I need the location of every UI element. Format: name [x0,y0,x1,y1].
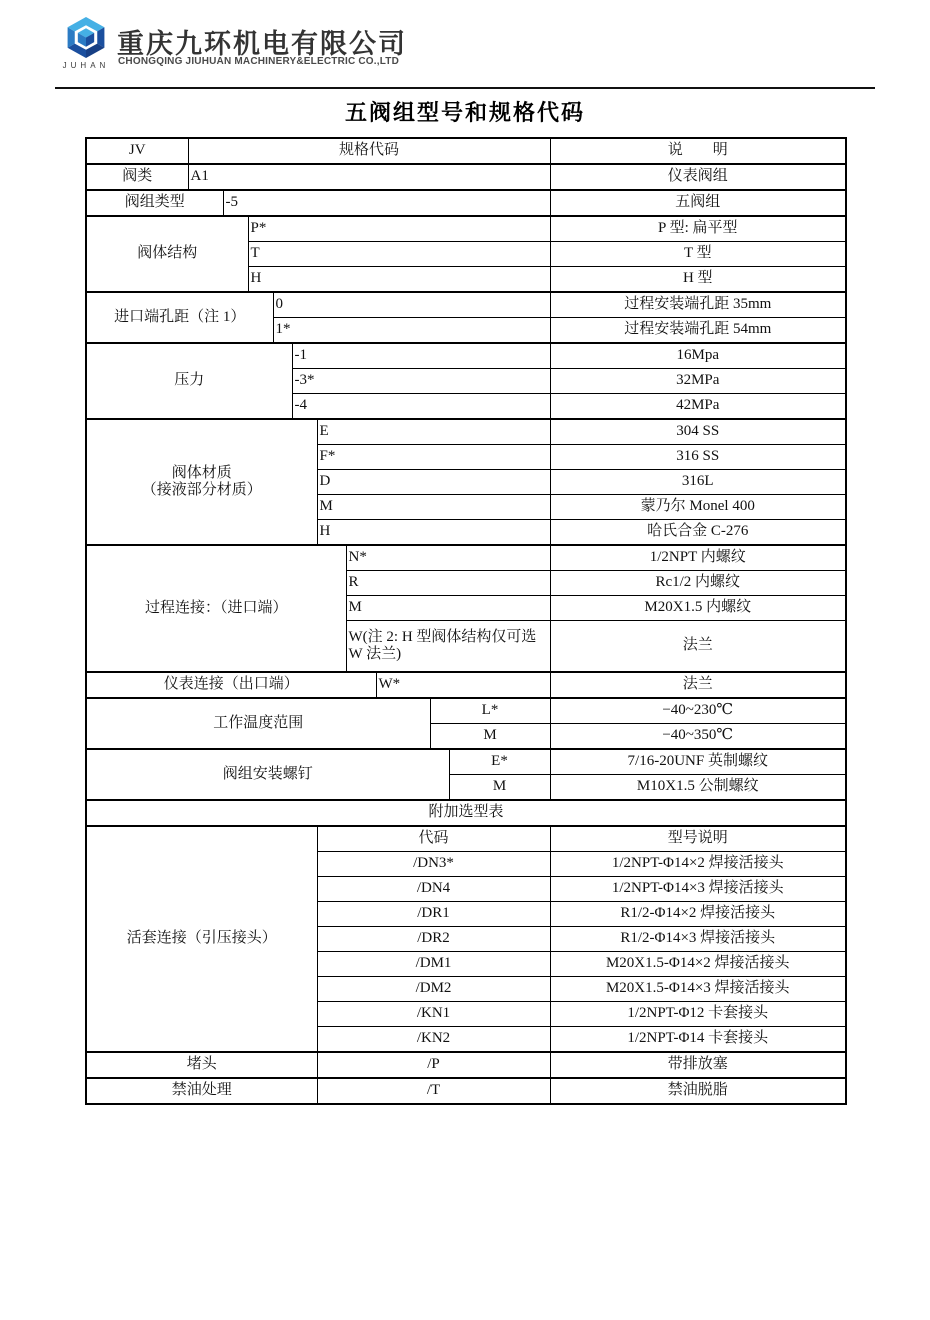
union-connection-desc-4: M20X1.5-Φ14×2 焊接活接头 [550,952,846,977]
oil-free-desc: 禁油脱脂 [550,1078,846,1104]
process-connection-label: 过程连接：（进口端） [86,545,346,672]
manifold-type-code: -5 [223,190,550,216]
union-connection-desc-1: 1/2NPT-Φ14×3 焊接活接头 [550,877,846,902]
plug-code: /P [317,1052,550,1078]
valve-class-label: 阀类 [86,164,188,190]
pressure-desc-0: 16Mpa [550,343,846,369]
union-connection-desc-2: R1/2-Φ14×2 焊接活接头 [550,902,846,927]
spec-table-container [85,137,847,1105]
body-structure-code-0: P* [248,216,550,242]
additional-title: 附加选型表 [86,800,846,826]
mounting-screws-code-1: M [449,775,550,801]
union-connection-code-0: /DN3* [317,852,550,877]
inlet-spacing-desc-1: 过程安装端孔距 54mm [550,318,846,344]
body-structure-desc-0: P 型: 扁平型 [550,216,846,242]
temp-range-code-1: M [430,724,550,750]
process-connection-code-1: R [346,571,550,596]
body-material-desc-4: 哈氏合金 C-276 [550,520,846,546]
oil-free-code: /T [317,1078,550,1104]
process-connection-desc-3: 法兰 [550,621,846,673]
row-instrument-connection [86,672,846,698]
spec-table [85,137,847,1105]
union-connection-code-6: /KN1 [317,1002,550,1027]
pressure-label: 压力 [86,343,292,419]
temp-range-desc-1: −40~350℃ [550,724,846,750]
inlet-spacing-code-0: 0 [273,292,550,318]
union-connection-label: 活套连接（引压接头） [86,826,317,1052]
table-header-row [86,138,846,164]
valve-class-code: A1 [188,164,550,190]
row-plug [86,1052,846,1078]
instrument-connection-desc: 法兰 [550,672,846,698]
union-connection-code-3: /DR2 [317,927,550,952]
plug-desc: 带排放塞 [550,1052,846,1078]
inlet-spacing-label: 进口端孔距（注 1） [86,292,273,343]
row-manifold-type [86,190,846,216]
body-material-label-line2: （接液部分材质） [141,482,262,498]
body-structure-code-2: H [248,267,550,293]
header-jv: JV [86,138,188,164]
pressure-code-2: -4 [292,394,550,420]
header-desc: 说 明 [550,138,846,164]
hexagon-logo-icon [62,15,110,60]
mounting-screws-desc-1: M10X1.5 公制螺纹 [550,775,846,801]
row-oil-free [86,1078,846,1104]
body-material-code-4: H [317,520,550,546]
row-process-connection-1 [86,545,846,571]
union-connection-code-4: /DM1 [317,952,550,977]
process-connection-desc-2: M20X1.5 内螺纹 [550,596,846,621]
process-connection-code-3: W(注 2: H 型阀体结构仅可选 W 法兰) [346,621,550,673]
body-material-code-0: E [317,419,550,445]
mounting-screws-desc-0: 7/16-20UNF 英制螺纹 [550,749,846,775]
union-connection-desc-5: M20X1.5-Φ14×3 焊接活接头 [550,977,846,1002]
row-body-material-1 [86,419,846,445]
union-connection-desc-7: 1/2NPT-Φ14 卡套接头 [550,1027,846,1053]
body-material-code-2: D [317,470,550,495]
row-valve-class [86,164,846,190]
union-connection-code-5: /DM2 [317,977,550,1002]
manifold-type-desc: 五阀组 [550,190,846,216]
pressure-code-0: -1 [292,343,550,369]
additional-header-desc: 型号说明 [550,826,846,852]
body-material-code-3: M [317,495,550,520]
union-connection-code-2: /DR1 [317,902,550,927]
union-connection-desc-6: 1/2NPT-Φ12 卡套接头 [550,1002,846,1027]
page-title: 五阀组型号和规格代码 [344,100,585,125]
header-spec-code: 规格代码 [188,138,550,164]
oil-free-label: 禁油处理 [86,1078,317,1104]
instrument-connection-code: W* [376,672,550,698]
body-structure-desc-2: H 型 [550,267,846,293]
body-material-label-line1: 阀体材质 [171,464,232,481]
valve-class-desc: 仪表阀组 [550,164,846,190]
body-material-code-1: F* [317,445,550,470]
row-pressure-1 [86,343,846,369]
row-additional-title [86,800,846,826]
union-connection-code-7: /KN2 [317,1027,550,1053]
process-connection-desc-1: Rc1/2 内螺纹 [550,571,846,596]
row-temp-range-1 [86,698,846,724]
pressure-desc-1: 32MPa [550,369,846,394]
body-material-desc-2: 316L [550,470,846,495]
row-inlet-spacing-1 [86,292,846,318]
body-structure-desc-1: T 型 [550,242,846,267]
union-connection-code-1: /DN4 [317,877,550,902]
temp-range-code-0: L* [430,698,550,724]
company-name-cn: 重庆九环机电有限公司 [117,29,407,59]
body-structure-label: 阀体结构 [86,216,248,292]
temp-range-label: 工作温度范围 [86,698,430,749]
process-connection-code-2: M [346,596,550,621]
row-body-structure-1 [86,216,846,242]
row-additional-header [86,826,846,852]
inlet-spacing-code-1: 1* [273,318,550,344]
temp-range-desc-0: −40~230℃ [550,698,846,724]
union-connection-desc-0: 1/2NPT-Φ14×2 焊接活接头 [550,852,846,877]
body-material-desc-0: 304 SS [550,419,846,445]
header-divider [55,87,875,89]
mounting-screws-label: 阀组安装螺钉 [86,749,449,800]
row-mounting-screws-1 [86,749,846,775]
process-connection-code-0: N* [346,545,550,571]
body-material-desc-1: 316 SS [550,445,846,470]
process-connection-desc-0: 1/2NPT 内螺纹 [550,545,846,571]
additional-header-code: 代码 [317,826,550,852]
company-name-en: CHONGQING JIUHUAN MACHINERY&ELECTRIC CO.,LTD [118,56,400,67]
mounting-screws-code-0: E* [449,749,550,775]
logo-wordmark: JUHAN [62,61,110,70]
body-structure-code-1: T [248,242,550,267]
pressure-code-1: -3* [292,369,550,394]
company-logo [56,15,116,70]
manifold-type-label: 阀组类型 [86,190,223,216]
instrument-connection-label: 仪表连接（出口端） [86,672,376,698]
body-material-desc-3: 蒙乃尔 Monel 400 [550,495,846,520]
union-connection-desc-3: R1/2-Φ14×3 焊接活接头 [550,927,846,952]
inlet-spacing-desc-0: 过程安装端孔距 35mm [550,292,846,318]
plug-label: 堵头 [86,1052,317,1078]
body-material-label [86,419,317,545]
pressure-desc-2: 42MPa [550,394,846,420]
